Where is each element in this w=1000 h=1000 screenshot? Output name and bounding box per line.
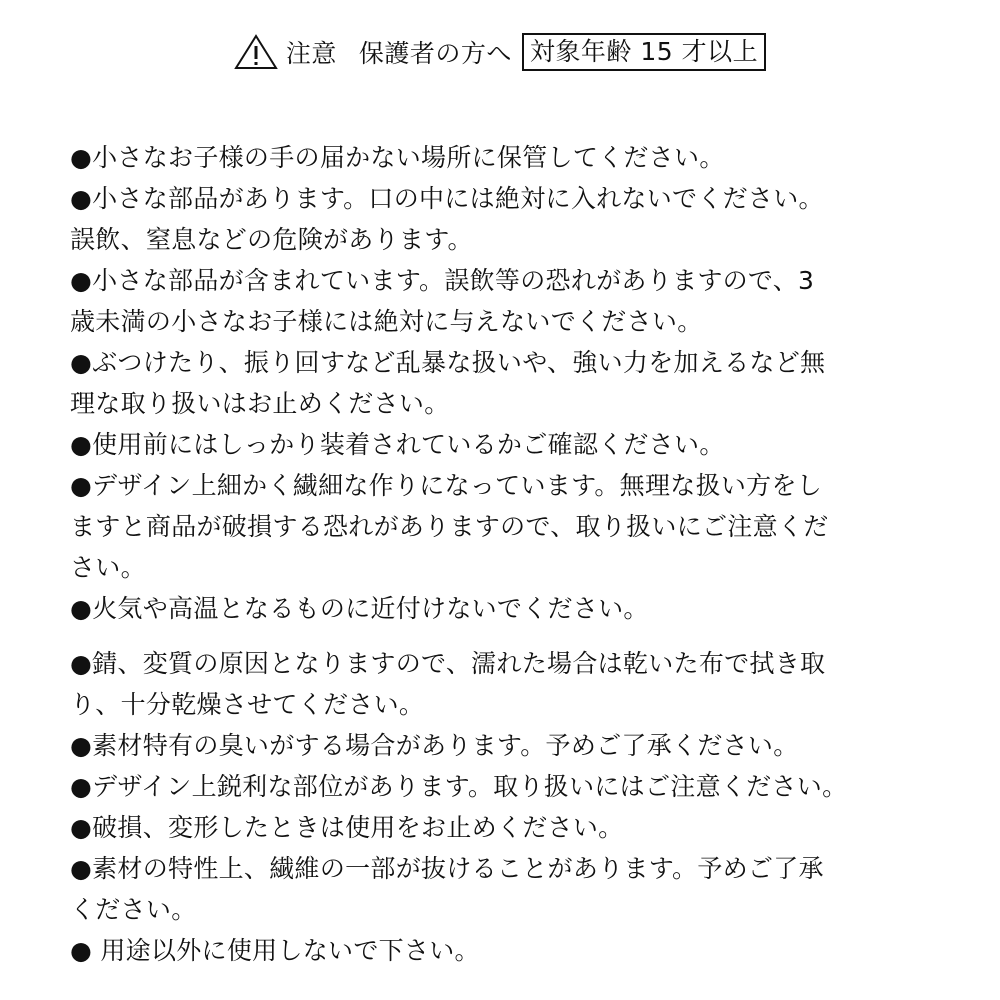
- note-line: 誤飲、窒息などの危険があります。: [70, 225, 473, 254]
- note-line: 理な取り扱いはお止めください。: [70, 389, 450, 418]
- caution-label: 注意: [285, 39, 337, 68]
- note-line: ●小さな部品があります。口の中には絶対に入れないでください。: [70, 184, 824, 213]
- note-line: り、十分乾燥させてください。: [70, 690, 425, 719]
- note-line: ●錆、変質の原因となりますので、濡れた場合は乾いた布で拭き取: [70, 649, 826, 678]
- section-spacer: [70, 629, 920, 643]
- note-line: ください。: [70, 895, 197, 924]
- guardians-label: 保護者の方へ: [358, 39, 512, 68]
- note-line: ●素材の特性上、繊維の一部が抜けることがあります。予めご了承: [70, 854, 824, 883]
- note-line: ●ぶつけたり、振り回すなど乱暴な扱いや、強い力を加えるなど無: [70, 348, 826, 377]
- note-line: ●素材特有の臭いがする場合があります。予めご了承ください。: [70, 731, 799, 760]
- note-line: 歳未満の小さなお子様には絶対に与えないでください。: [70, 307, 703, 336]
- note-line: ●使用前にはしっかり装着されているかご確認ください。: [70, 430, 725, 459]
- age-recommendation-box: 対象年齢 15 才以上: [522, 33, 766, 71]
- warning-triangle-icon: [234, 34, 278, 70]
- note-line: ● 用途以外に使用しないで下さい。: [70, 936, 480, 965]
- note-line: ●デザイン上細かく繊細な作りになっています。無理な扱い方をし: [70, 471, 823, 500]
- note-line: ●火気や高温となるものに近付けないでください。: [70, 594, 649, 623]
- note-line: ●デザイン上鋭利な部位があります。取り扱いにはご注意ください。: [70, 772, 848, 801]
- caution-header: [0, 30, 1000, 74]
- note-line: ●小さな部品が含まれています。誤飲等の恐れがありますので、3: [70, 266, 815, 295]
- note-line: ますと商品が破損する恐れがありますので、取り扱いにご注意くだ: [70, 512, 829, 541]
- note-line: ●小さなお子様の手の届かない場所に保管してください。: [70, 143, 725, 172]
- note-line: ●破損、変形したときは使用をお止めください。: [70, 813, 624, 842]
- note-line: さい。: [70, 553, 146, 582]
- caution-notes: [70, 137, 920, 971]
